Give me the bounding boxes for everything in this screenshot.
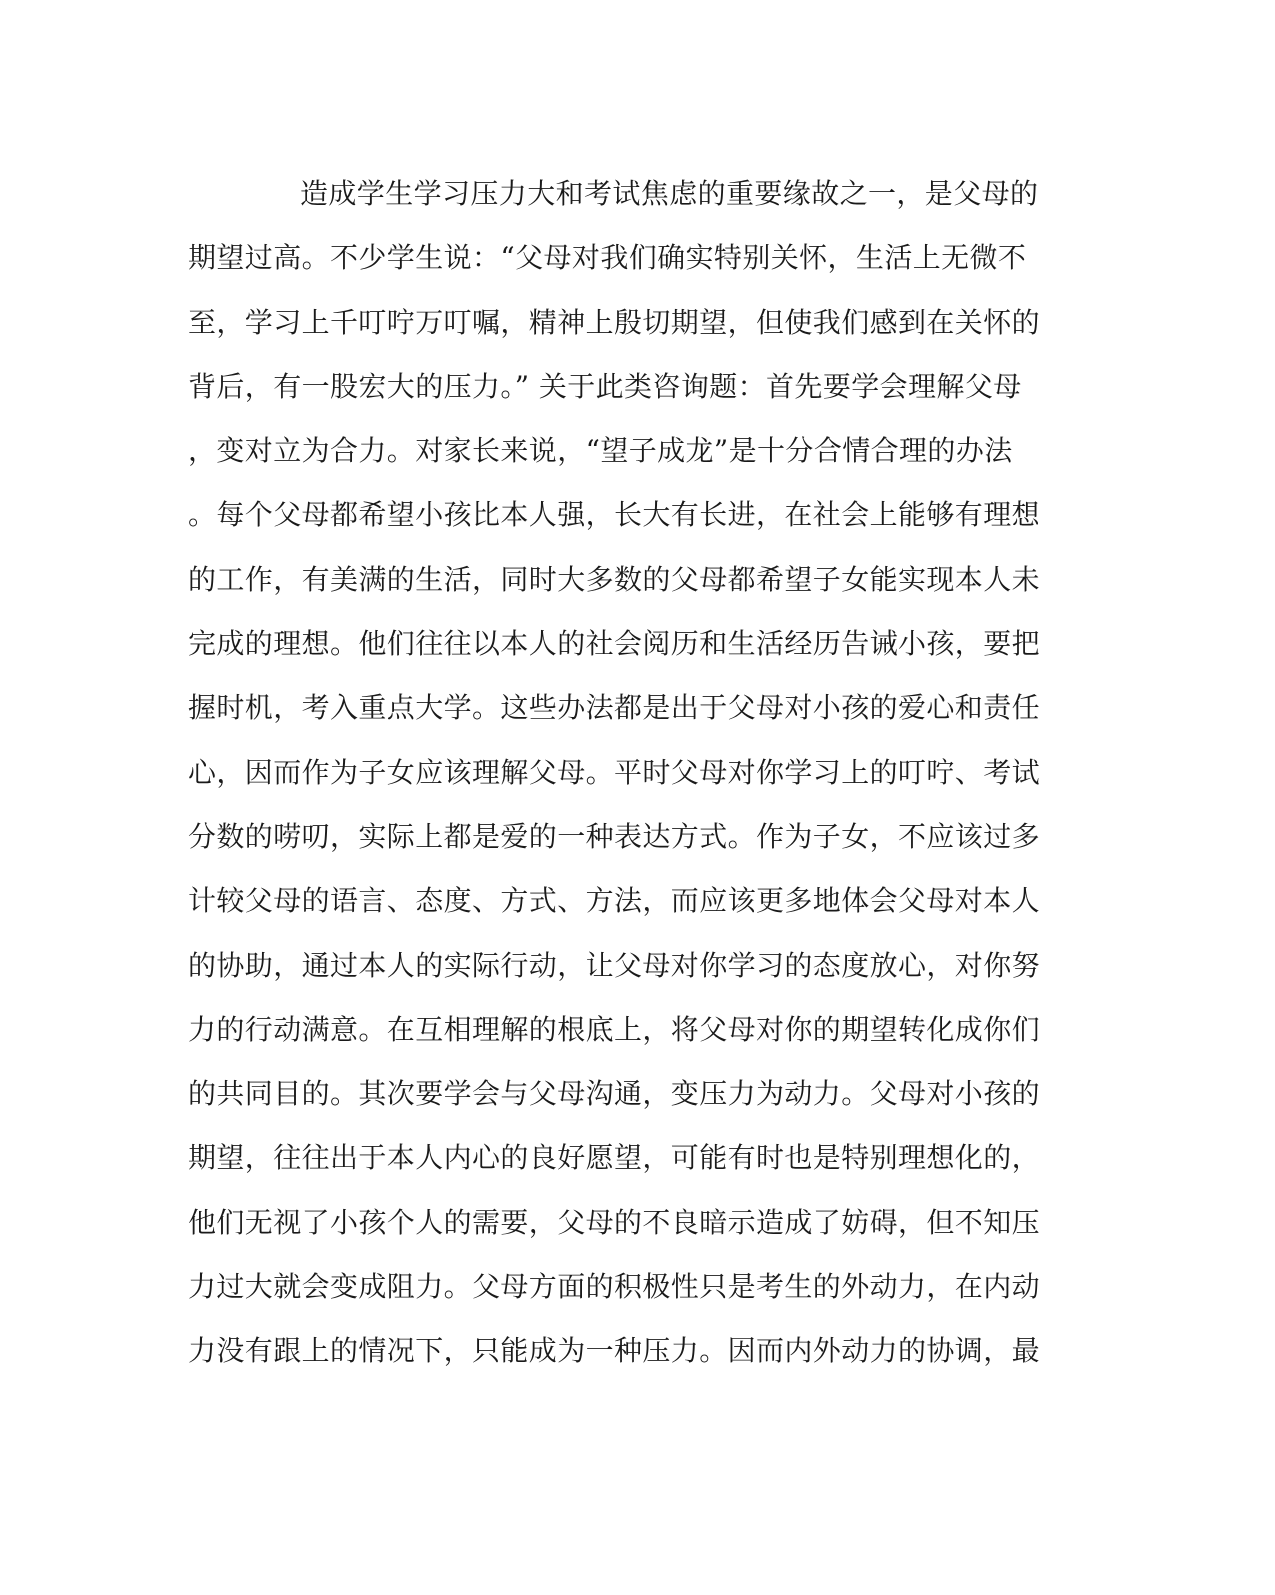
- text-line: 力过大就会变成阻力。父母方面的积极性只是考生的外动力，在内动: [188, 1270, 1041, 1304]
- text-line: 期望过高。不少学生说：“父母对我们确实特别关怀，生活上无微不: [188, 241, 1027, 275]
- text-line: 握时机，考入重点大学。这些办法都是出于父母对小孩的爱心和责任: [188, 691, 1041, 725]
- text-line: 他们无视了小孩个人的需要，父母的不良暗示造成了妨碍，但不知压: [188, 1205, 1041, 1239]
- text-line: ，变对立为合力。对家长来说，“望子成龙”是十分合情合理的办法: [188, 434, 1013, 468]
- text-line: 的共同目的。其次要学会与父母沟通，变压力为动力。父母对小孩的: [188, 1077, 1041, 1111]
- text-line: 。每个父母都希望小孩比本人强，长大有长进，在社会上能够有理想: [188, 498, 1041, 532]
- text-line: 力的行动满意。在互相理解的根底上，将父母对你的期望转化成你们: [188, 1012, 1041, 1046]
- text-line: 造成学生学习压力大和考试焦虑的重要缘故之一，是父母的: [300, 177, 1039, 210]
- text-line: 计较父母的语言、态度、方式、方法，而应该更多地体会父母对本人: [188, 884, 1041, 918]
- text-line: 分数的唠叨，实际上都是爱的一种表达方式。作为子女，不应该过多: [188, 819, 1041, 853]
- text-line: 的工作，有美满的生活，同时大多数的父母都希望子女能实现本人未: [188, 562, 1041, 596]
- text-line: 至，学习上千叮咛万叮嘱，精神上殷切期望，但使我们感到在关怀的: [188, 305, 1041, 339]
- body-paragraph: [188, 162, 1088, 1384]
- text-line: 背后，有一股宏大的压力。” 关于此类咨询题：首先要学会理解父母: [188, 369, 1022, 403]
- text-line: 期望，往往出于本人内心的良好愿望，可能有时也是特别理想化的，: [188, 1141, 1041, 1175]
- text-line: 完成的理想。他们往往以本人的社会阅历和生活经历告诫小孩，要把: [188, 627, 1041, 661]
- text-line: 心，因而作为子女应该理解父母。平时父母对你学习上的叮咛、考试: [188, 755, 1041, 789]
- text-line: 力没有跟上的情况下，只能成为一种压力。因而内外动力的协调，最: [188, 1334, 1041, 1368]
- text-line: 的协助，通过本人的实际行动，让父母对你学习的态度放心，对你努: [188, 948, 1041, 982]
